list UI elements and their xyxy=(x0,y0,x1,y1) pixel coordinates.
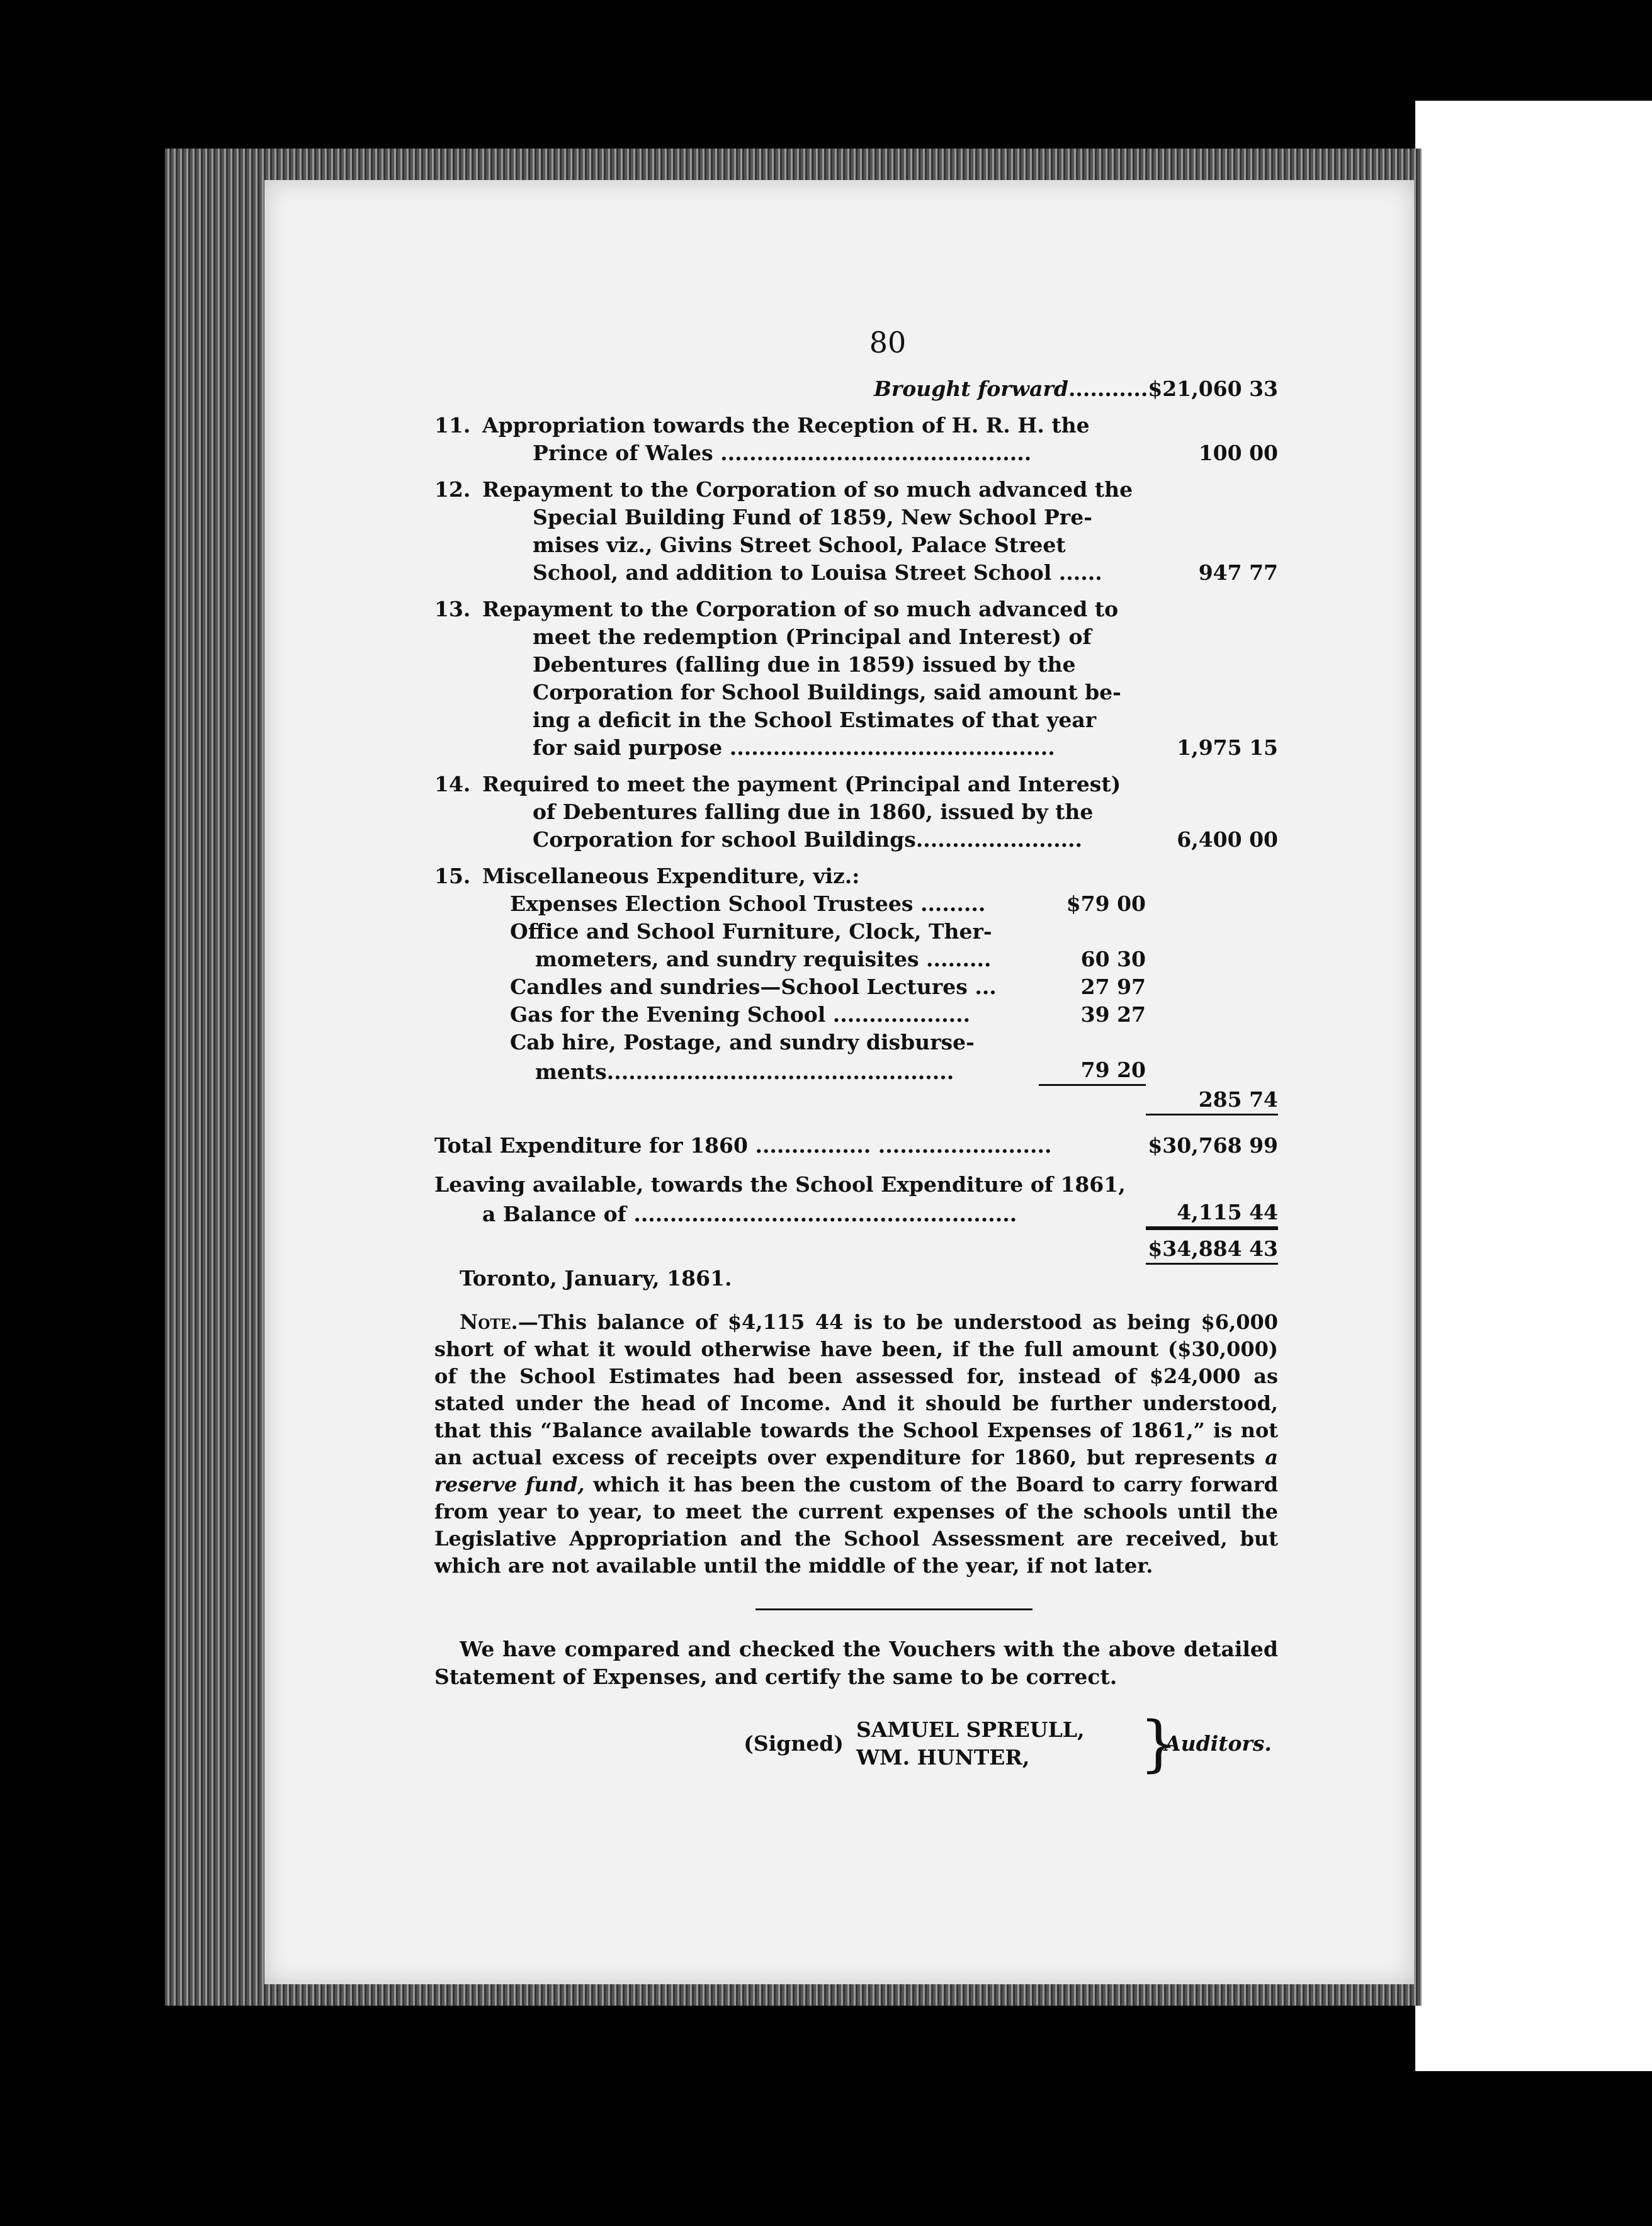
scan-edge xyxy=(1415,101,1652,2071)
item-number: 15. xyxy=(434,864,471,888)
brought-forward-label: Brought forward xyxy=(874,376,1068,401)
item-line: mises viz., Givins Street School, Palace Street xyxy=(533,533,1066,557)
expenditure-item-13 xyxy=(434,596,1278,762)
item-text: Repayment to the Corporation of so much advanced the xyxy=(482,477,1133,502)
item-text: Appropriation towards the Reception of H. R. H. the xyxy=(482,413,1090,438)
grand-total-row xyxy=(434,1228,1278,1265)
grand-total-amount: $34,884 43 xyxy=(1146,1228,1278,1265)
place-date: Toronto, January, 1861. xyxy=(460,1266,732,1291)
item-number: 11. xyxy=(434,413,471,438)
balance-note xyxy=(434,1309,1278,1579)
item-number: 12. xyxy=(434,477,471,502)
total-expenditure-row xyxy=(434,1132,1278,1160)
note-text-b: which it has been the custom of the Board to carry forward from year to year, to meet the current expenses of the schools until the Legislative Appropriation and the School Assessment are received, but which are not available until the middle of the year, if not later. xyxy=(434,1472,1279,1578)
misc-entry-label: mometers, and sundry requisites ......... xyxy=(535,947,992,971)
misc-entry-label: ments................................................ xyxy=(535,1059,954,1084)
item-line: ing a deficit in the School Estimates of that year xyxy=(533,708,1097,732)
misc-entry-value: $79 00 xyxy=(1066,891,1146,916)
misc-entry-label: Office and School Furniture, Clock, Ther- xyxy=(510,919,992,944)
item-line: Prince of Wales ........................................... xyxy=(533,441,1032,465)
misc-entry-value: 60 30 xyxy=(1080,947,1146,971)
item-text: Required to meet the payment (Principal and Interest) xyxy=(482,772,1121,796)
expenditure-item-14 xyxy=(434,771,1278,854)
signature-block xyxy=(434,1709,1278,1779)
note-text-a: —This balance of $4,115 44 is to be understood as being $6,000 short of what it would otherwise have been, if the full amount ($30,000) of the School Estimates had been assessed for, instead of $24,000 as stated under the head of Income. And it should be further understood, that this “Balance available towards the School Expenses of 1861,” is not an actual excess of receipts over expenditure for 1860, but represents xyxy=(434,1310,1278,1469)
misc-entry-value: 79 20 xyxy=(1039,1056,1146,1086)
item-line: meet the redemption (Principal and Interest) of xyxy=(533,624,1092,649)
balance-row xyxy=(434,1171,1278,1228)
book-page xyxy=(264,180,1414,1984)
item-line: School, and addition to Louisa Street School ...... xyxy=(533,560,1102,585)
note-italic: a reserve fund, xyxy=(434,1445,1278,1496)
item-line: Corporation for School Buildings, said amount be- xyxy=(533,680,1121,704)
brought-forward-amount: $21,060 33 xyxy=(1148,376,1278,401)
misc-entry-label: Expenses Election School Trustees ......... xyxy=(510,891,986,916)
signed-label: (Signed) xyxy=(744,1731,844,1756)
item-line: Debentures (falling due in 1859) issued by the xyxy=(533,652,1076,677)
item-text: Repayment to the Corporation of so much advanced to xyxy=(482,597,1119,621)
item-line: for said purpose ............................................. xyxy=(533,735,1055,760)
misc-total: 285 74 xyxy=(1146,1086,1278,1116)
expenditure-item-12 xyxy=(434,476,1278,587)
auditor-names xyxy=(856,1716,1140,1771)
item-number: 13. xyxy=(434,597,471,621)
balance-amount: 4,115 44 xyxy=(1146,1199,1278,1228)
expenditure-item-15 xyxy=(434,862,1278,1116)
auditor-name: SAMUEL SPREULL, xyxy=(856,1717,1085,1742)
misc-entry-label: Candles and sundries—School Lectures ... xyxy=(510,975,997,999)
brace-icon: } xyxy=(1140,1709,1179,1779)
page-content xyxy=(434,325,1279,1779)
item-amount: 100 00 xyxy=(1198,441,1278,465)
auditors-label: Auditors. xyxy=(1165,1731,1272,1756)
certification-statement: We have compared and checked the Vouchers with the above detailed Statement of Expenses, and certify the same to be correct. xyxy=(434,1637,1278,1689)
misc-entry-label: Cab hire, Postage, and sundry disburse- xyxy=(510,1030,975,1054)
misc-entry-value: 27 97 xyxy=(1080,975,1146,999)
item-amount: 947 77 xyxy=(1198,560,1278,585)
balance-line-2: a Balance of ..................................................... xyxy=(482,1202,1017,1226)
item-number: 14. xyxy=(434,772,471,796)
item-line: Corporation for school Buildings....................... xyxy=(533,827,1083,852)
misc-title: Miscellaneous Expenditure, viz.: xyxy=(482,864,860,888)
auditor-name: WM. HUNTER, xyxy=(856,1745,1030,1770)
brought-forward-leader: ........... xyxy=(1068,376,1148,401)
misc-entry-label: Gas for the Evening School ................... xyxy=(510,1002,971,1027)
section-divider xyxy=(755,1608,1032,1610)
item-amount: 1,975 15 xyxy=(1177,735,1278,760)
expenditure-item-11 xyxy=(434,412,1278,467)
item-line: Special Building Fund of 1859, New School Pre- xyxy=(533,505,1092,529)
page-number: 80 xyxy=(869,325,907,359)
item-line: of Debentures falling due in 1860, issued by the xyxy=(533,799,1094,824)
balance-line-1: Leaving available, towards the School Expenditure of 1861, xyxy=(434,1172,1126,1197)
item-amount: 6,400 00 xyxy=(1177,827,1278,852)
brought-forward-row xyxy=(434,375,1278,403)
note-label: Note. xyxy=(460,1310,518,1334)
misc-entry-value: 39 27 xyxy=(1080,1002,1146,1027)
total-expenditure-amount: $30,768 99 xyxy=(1148,1133,1278,1158)
total-expenditure-label: Total Expenditure for 1860 ................ ........................ xyxy=(434,1133,1052,1158)
